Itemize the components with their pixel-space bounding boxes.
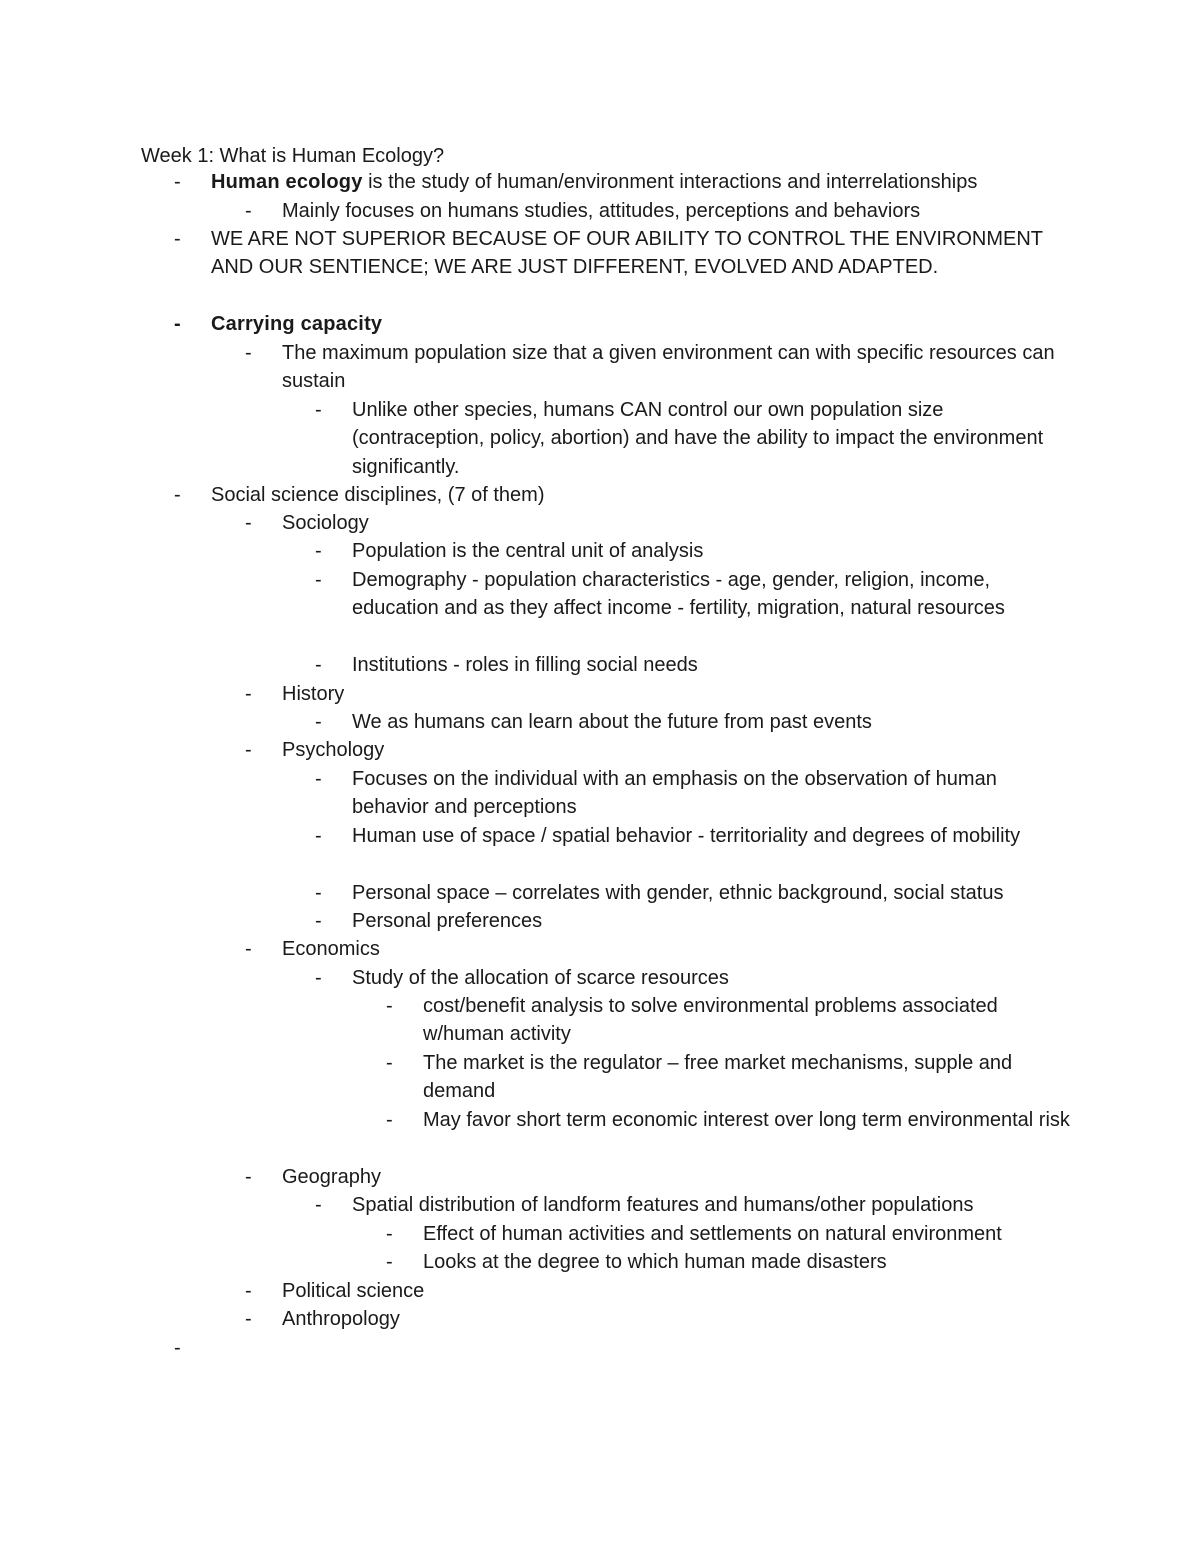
bullet-text: Personal preferences	[352, 910, 543, 932]
bullet-text: Political science	[282, 1280, 425, 1302]
bullet-scarce-resources	[315, 964, 1072, 992]
document-title: Week 1: What is Human Ecology?	[141, 145, 445, 167]
bullet-text-rest: is the study of human/environment interactions and interrelationships	[362, 171, 978, 193]
bullet-text: Anthropology	[282, 1308, 400, 1330]
bullet-text: Geography	[282, 1166, 381, 1188]
bullet-individual-focus	[315, 765, 1072, 822]
bullet-demography	[315, 566, 1072, 623]
bullet-text	[211, 168, 1071, 196]
bullet-dash: -	[315, 882, 322, 904]
bullet-text: Personal space – correlates with gender, ethnic background, social status	[352, 882, 1004, 904]
bullet-text: Study of the allocation of scarce resources	[352, 967, 729, 989]
bullet-dash: -	[315, 825, 322, 847]
bullet-text: History	[282, 683, 345, 705]
bullet-short-term	[386, 1106, 1073, 1134]
bullet-dash: -	[174, 1337, 181, 1359]
bullet-dash: -	[245, 683, 252, 705]
bullet-dash: -	[315, 768, 322, 790]
bullet-disasters	[386, 1248, 1073, 1276]
bullet-text: Unlike other species, humans CAN control our own population size (contraception, policy, abortion) and have the ability to impact the environment significantly.	[352, 399, 1044, 478]
bullet-text: Demography - population characteristics - age, gender, religion, income, education and as they affect income - fertility, migration, natural resources	[352, 569, 1005, 620]
bullet-dash: -	[245, 938, 252, 960]
bullet-spatial-distribution	[315, 1191, 1072, 1219]
bullet-geography	[245, 1163, 1072, 1191]
bullet-economics	[245, 935, 1072, 963]
bullet-dash: -	[386, 995, 393, 1017]
bullet-text: Effect of human activities and settlements on natural environment	[423, 1223, 1002, 1245]
bullet-dash: -	[174, 228, 181, 250]
bullet-dash: -	[386, 1223, 393, 1245]
bullet-text: Spatial distribution of landform features and humans/other populations	[352, 1194, 974, 1216]
bullet-dash: -	[245, 200, 252, 222]
bullet-dash: -	[245, 342, 252, 364]
bullet-text: Human use of space / spatial behavior - territoriality and degrees of mobility	[352, 825, 1021, 847]
bullet-text: Psychology	[282, 739, 385, 761]
bullet-social-science	[174, 481, 1071, 509]
bullet-max-population	[245, 339, 1072, 396]
bullet-personal-space	[315, 879, 1072, 907]
bullet-dash: -	[315, 540, 322, 562]
bullet-human-ecology	[174, 168, 1071, 196]
bullet-dash: -	[245, 1308, 252, 1330]
bullet-text: WE ARE NOT SUPERIOR BECAUSE OF OUR ABILITY TO CONTROL THE ENVIRONMENT AND OUR SENTIENCE; WE ARE JUST DIFFERENT, EVOLVED AND ADAPTED.	[211, 228, 1043, 279]
bullet-dash: -	[386, 1251, 393, 1273]
bullet-text: The maximum population size that a given environment can with specific resources can sustain	[282, 342, 1055, 393]
bullet-not-superior	[174, 225, 1071, 282]
bullet-dash: -	[386, 1109, 393, 1131]
bullet-cost-benefit	[386, 992, 1073, 1049]
bullet-population-control	[315, 396, 1072, 481]
bullet-text: May favor short term economic interest over long term environmental risk	[423, 1109, 1070, 1131]
bold-term: Human ecology	[211, 171, 363, 193]
bullet-dash: -	[245, 1280, 252, 1302]
bullet-anthropology	[245, 1305, 1072, 1333]
bullet-text: The market is the regulator – free market mechanisms, supple and demand	[423, 1052, 1013, 1103]
bullet-text: Sociology	[282, 512, 369, 534]
bullet-history	[245, 680, 1072, 708]
bullet-dash: -	[315, 399, 322, 421]
bullet-dash: -	[174, 313, 181, 335]
bullet-text: Institutions - roles in filling social needs	[352, 654, 698, 676]
bullet-carrying-capacity	[174, 310, 1071, 338]
bullet-text: Economics	[282, 938, 380, 960]
bullet-institutions	[315, 651, 1072, 679]
bullet-text: We as humans can learn about the future from past events	[352, 711, 872, 733]
bullet-market-regulator	[386, 1049, 1073, 1106]
bullet-human-activities	[386, 1220, 1073, 1248]
bullet-dash: -	[245, 739, 252, 761]
bullet-focus	[245, 197, 1072, 225]
bullet-past-events	[315, 708, 1072, 736]
bullet-dash: -	[245, 512, 252, 534]
bullet-use-of-space	[315, 822, 1072, 850]
bullet-text: Mainly focuses on humans studies, attitudes, perceptions and behaviors	[282, 200, 921, 222]
bullet-text: Carrying capacity	[211, 313, 383, 335]
bullet-text: cost/benefit analysis to solve environmental problems associated w/human activity	[423, 995, 998, 1046]
bullet-dash: -	[386, 1052, 393, 1074]
bullet-dash: -	[315, 967, 322, 989]
bullet-political-science	[245, 1277, 1072, 1305]
bullet-text: Focuses on the individual with an emphasis on the observation of human behavior and perceptions	[352, 768, 997, 819]
bullet-personal-preferences	[315, 907, 1072, 935]
bullet-dash: -	[174, 171, 181, 193]
bullet-dash: -	[315, 910, 322, 932]
bullet-dash: -	[315, 1194, 322, 1216]
bullet-psychology	[245, 736, 1072, 764]
bullet-text: Social science disciplines, (7 of them)	[211, 484, 545, 506]
bullet-dash: -	[315, 569, 322, 591]
bullet-text: Population is the central unit of analysis	[352, 540, 704, 562]
bullet-dash: -	[174, 484, 181, 506]
bullet-dash: -	[315, 654, 322, 676]
bullet-population-unit	[315, 537, 1072, 565]
bullet-dash: -	[315, 711, 322, 733]
bullet-text: Looks at the degree to which human made disasters	[423, 1251, 887, 1273]
bullet-sociology	[245, 509, 1072, 537]
bullet-dash: -	[245, 1166, 252, 1188]
